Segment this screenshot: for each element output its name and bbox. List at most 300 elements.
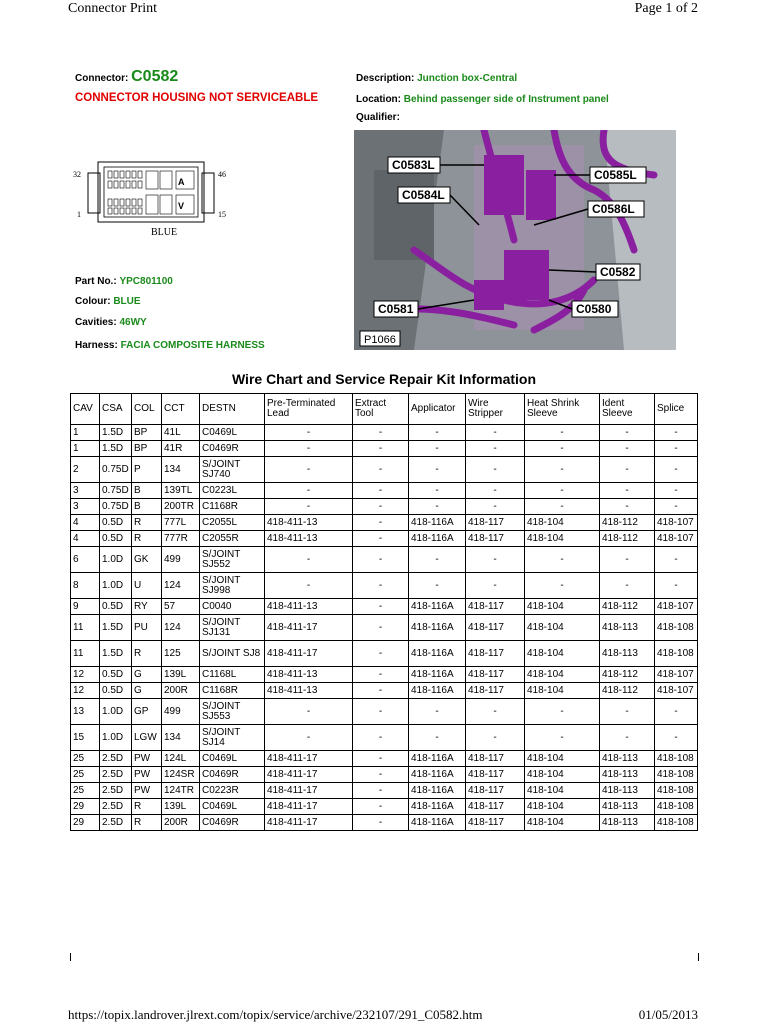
table-cell: 139L	[162, 799, 200, 815]
table-cell: -	[265, 425, 353, 441]
table-cell: 134	[162, 725, 200, 751]
table-cell: -	[466, 425, 525, 441]
column-header: Applicator	[409, 394, 466, 425]
table-cell: 4	[71, 531, 100, 547]
table-cell: -	[265, 483, 353, 499]
table-row	[71, 641, 698, 667]
table-cell: 418-117	[466, 783, 525, 799]
location	[356, 94, 609, 105]
table-cell: -	[265, 547, 353, 573]
table-cell: 418-116A	[409, 767, 466, 783]
table-cell: S/JOINT SJ740	[200, 457, 265, 483]
table-cell: 777R	[162, 531, 200, 547]
table-cell: -	[466, 483, 525, 499]
table-cell: 15	[71, 725, 100, 751]
pin-label-1: 1	[77, 210, 81, 219]
table-cell: G	[132, 667, 162, 683]
table-cell: 418-411-17	[265, 783, 353, 799]
column-header: Splice	[655, 394, 698, 425]
pin-label-46: 46	[218, 170, 226, 179]
table-cell: S/JOINT SJ8	[200, 641, 265, 667]
table-cell: B	[132, 499, 162, 515]
table-cell: -	[525, 425, 600, 441]
table-cell: 418-117	[466, 531, 525, 547]
table-cell: 1	[71, 441, 100, 457]
table-cell: -	[600, 547, 655, 573]
table-continuation	[70, 953, 699, 961]
table-cell: GK	[132, 547, 162, 573]
table-cell: PW	[132, 767, 162, 783]
table-cell: 418-116A	[409, 641, 466, 667]
table-row	[71, 683, 698, 699]
table-cell: S/JOINT SJ131	[200, 615, 265, 641]
callout-c0584l: C0584L	[402, 188, 445, 202]
table-cell: 418-411-17	[265, 751, 353, 767]
table-cell: -	[265, 441, 353, 457]
table-cell: P	[132, 457, 162, 483]
table-row	[71, 615, 698, 641]
table-cell: -	[409, 499, 466, 515]
table-cell: 6	[71, 547, 100, 573]
table-cell: -	[353, 573, 409, 599]
wire-chart-table	[70, 393, 698, 831]
table-cell: C0223R	[200, 783, 265, 799]
table-cell: 3	[71, 499, 100, 515]
table-cell: R	[132, 815, 162, 831]
table-cell: 418-116A	[409, 515, 466, 531]
table-cell: 418-104	[525, 751, 600, 767]
table-cell: -	[409, 483, 466, 499]
table-cell: 1.5D	[100, 425, 132, 441]
table-cell: 418-104	[525, 515, 600, 531]
table-cell: 139L	[162, 667, 200, 683]
table-row	[71, 815, 698, 831]
table-cell: 418-116A	[409, 615, 466, 641]
table-cell: -	[265, 573, 353, 599]
wire-chart-title: Wire Chart and Service Repair Kit Information	[231, 371, 537, 387]
table-cell: 418-117	[466, 751, 525, 767]
table-cell: LGW	[132, 725, 162, 751]
table-cell: -	[655, 547, 698, 573]
table-cell: 418-116A	[409, 815, 466, 831]
table-cell: 418-108	[655, 751, 698, 767]
table-row	[71, 783, 698, 799]
callout-c0582: C0582	[600, 265, 636, 279]
table-cell: -	[353, 641, 409, 667]
table-cell: 2.5D	[100, 799, 132, 815]
description	[356, 73, 517, 84]
table-cell: -	[655, 441, 698, 457]
table-cell: 418-104	[525, 615, 600, 641]
qualifier-label: Qualifier:	[356, 112, 400, 123]
table-cell: 1.5D	[100, 641, 132, 667]
table-cell: 124L	[162, 751, 200, 767]
cavities	[75, 317, 147, 328]
column-header: Heat Shrink Sleeve	[525, 394, 600, 425]
table-cell: -	[655, 499, 698, 515]
table-cell: -	[353, 725, 409, 751]
description-value: Junction box-Central	[417, 73, 518, 84]
table-cell: 11	[71, 641, 100, 667]
table-cell: 418-104	[525, 767, 600, 783]
table-cell: -	[353, 499, 409, 515]
table-cell: 0.5D	[100, 515, 132, 531]
table-cell: 418-104	[525, 815, 600, 831]
table-cell: 418-411-13	[265, 531, 353, 547]
table-cell: 12	[71, 667, 100, 683]
table-cell: 418-107	[655, 531, 698, 547]
table-cell: 29	[71, 799, 100, 815]
table-row	[71, 767, 698, 783]
table-cell: -	[353, 783, 409, 799]
table-cell: -	[655, 699, 698, 725]
table-cell: 418-116A	[409, 667, 466, 683]
table-cell: -	[600, 725, 655, 751]
table-cell: 418-411-13	[265, 667, 353, 683]
table-cell: R	[132, 641, 162, 667]
drawing-caption: BLUE	[151, 227, 178, 238]
table-cell: 418-104	[525, 783, 600, 799]
table-cell: 418-107	[655, 683, 698, 699]
table-cell: C0469L	[200, 751, 265, 767]
table-cell: 418-104	[525, 531, 600, 547]
housing-note: CONNECTOR HOUSING NOT SERVICEABLE	[75, 92, 319, 104]
table-cell: -	[655, 573, 698, 599]
table-cell: -	[353, 683, 409, 699]
table-cell: 418-116A	[409, 783, 466, 799]
footer-url: https://topix.landrover.jlrext.com/topix/service/archive/232107/291_C0582.htm	[68, 1007, 483, 1022]
table-cell: 499	[162, 547, 200, 573]
callout-c0583l: C0583L	[392, 158, 435, 172]
cavities-label: Cavities:	[75, 317, 117, 328]
table-cell: C0469L	[200, 425, 265, 441]
table-cell: -	[409, 441, 466, 457]
location-photo	[354, 130, 676, 350]
table-row	[71, 667, 698, 683]
table-cell: PW	[132, 783, 162, 799]
table-cell: C0040	[200, 599, 265, 615]
table-cell: -	[525, 499, 600, 515]
table-cell: -	[265, 457, 353, 483]
colour-label: Colour:	[75, 296, 111, 307]
part-number-value: YPC801100	[119, 276, 173, 287]
table-row	[71, 499, 698, 515]
table-row	[71, 699, 698, 725]
table-row	[71, 457, 698, 483]
harness	[75, 340, 265, 351]
table-cell: -	[353, 457, 409, 483]
table-cell: 11	[71, 615, 100, 641]
table-cell: -	[525, 457, 600, 483]
table-cell: S/JOINT SJ998	[200, 573, 265, 599]
table-cell: -	[600, 425, 655, 441]
location-label: Location:	[356, 94, 401, 105]
table-cell: 4	[71, 515, 100, 531]
table-cell: 418-104	[525, 799, 600, 815]
callout-c0586l: C0586L	[592, 202, 635, 216]
table-cell: -	[353, 483, 409, 499]
table-cell: 418-112	[600, 667, 655, 683]
table-cell: -	[353, 441, 409, 457]
table-cell: -	[655, 457, 698, 483]
table-cell: -	[409, 547, 466, 573]
table-cell: -	[525, 483, 600, 499]
table-cell: -	[466, 547, 525, 573]
table-cell: 0.5D	[100, 683, 132, 699]
table-cell: -	[353, 547, 409, 573]
table-cell: 418-107	[655, 667, 698, 683]
table-cell: -	[600, 499, 655, 515]
column-header: CCT	[162, 394, 200, 425]
table-cell: C0469R	[200, 815, 265, 831]
table-cell: 418-112	[600, 515, 655, 531]
table-cell: -	[525, 725, 600, 751]
table-cell: -	[655, 425, 698, 441]
table-cell: 418-411-17	[265, 767, 353, 783]
table-cell: -	[466, 441, 525, 457]
column-header: COL	[132, 394, 162, 425]
table-cell: -	[600, 457, 655, 483]
table-row	[71, 425, 698, 441]
table-cell: C1168R	[200, 683, 265, 699]
table-cell: 418-117	[466, 515, 525, 531]
connector-code: C0582	[131, 68, 179, 85]
table-cell: 418-411-17	[265, 799, 353, 815]
table-row	[71, 751, 698, 767]
table-cell: 0.5D	[100, 667, 132, 683]
table-cell: 418-112	[600, 599, 655, 615]
table-cell: 418-117	[466, 767, 525, 783]
table-cell: G	[132, 683, 162, 699]
table-cell: 2.5D	[100, 767, 132, 783]
table-cell: 25	[71, 751, 100, 767]
harness-value: FACIA COMPOSITE HARNESS	[120, 340, 265, 351]
description-label: Description:	[356, 73, 415, 84]
table-header-row	[71, 394, 698, 425]
table-cell: 1.0D	[100, 547, 132, 573]
table-row	[71, 573, 698, 599]
table-cell: B	[132, 483, 162, 499]
column-header: Pre-Terminated Lead	[265, 394, 353, 425]
table-cell: -	[655, 483, 698, 499]
table-cell: 418-116A	[409, 683, 466, 699]
part-number-label: Part No.:	[75, 276, 117, 287]
table-cell: 124TR	[162, 783, 200, 799]
table-cell: -	[525, 441, 600, 457]
table-cell: PW	[132, 751, 162, 767]
table-cell: 418-104	[525, 667, 600, 683]
table-cell: 25	[71, 783, 100, 799]
table-cell: 418-411-13	[265, 599, 353, 615]
table-cell: 2	[71, 457, 100, 483]
table-cell: C1168R	[200, 499, 265, 515]
colour	[75, 296, 141, 307]
table-row	[71, 483, 698, 499]
table-cell: -	[353, 815, 409, 831]
table-cell: 418-108	[655, 615, 698, 641]
table-cell: C1168L	[200, 667, 265, 683]
connector-heading	[75, 68, 178, 86]
table-cell: -	[353, 515, 409, 531]
table-cell: 2.5D	[100, 783, 132, 799]
table-cell: 418-104	[525, 683, 600, 699]
table-cell: 2.5D	[100, 815, 132, 831]
table-cell: 418-108	[655, 783, 698, 799]
table-cell: 418-113	[600, 751, 655, 767]
table-cell: -	[409, 425, 466, 441]
table-cell: 2.5D	[100, 751, 132, 767]
table-cell: 418-411-17	[265, 815, 353, 831]
table-cell: 0.5D	[100, 531, 132, 547]
colour-value: BLUE	[113, 296, 141, 307]
table-cell: 418-116A	[409, 599, 466, 615]
footer-date: 01/05/2013	[638, 1007, 698, 1022]
table-cell: -	[466, 457, 525, 483]
table-cell: -	[353, 699, 409, 725]
table-cell: 418-107	[655, 515, 698, 531]
table-cell: 25	[71, 767, 100, 783]
table-cell: 124SR	[162, 767, 200, 783]
table-cell: 418-104	[525, 641, 600, 667]
table-cell: 200R	[162, 683, 200, 699]
table-cell: 0.75D	[100, 499, 132, 515]
table-cell: 0.75D	[100, 457, 132, 483]
qualifier	[356, 112, 400, 123]
table-row	[71, 547, 698, 573]
table-cell: PU	[132, 615, 162, 641]
photo-ref: P1066	[364, 334, 396, 346]
table-cell: 418-411-17	[265, 615, 353, 641]
table-cell: 1.0D	[100, 699, 132, 725]
table-cell: U	[132, 573, 162, 599]
table-cell: -	[353, 425, 409, 441]
table-cell: S/JOINT SJ14	[200, 725, 265, 751]
table-cell: -	[466, 573, 525, 599]
table-cell: 124	[162, 615, 200, 641]
table-cell: 418-117	[466, 667, 525, 683]
table-cell: RY	[132, 599, 162, 615]
table-cell: 418-116A	[409, 751, 466, 767]
table-cell: 29	[71, 815, 100, 831]
table-cell: 0.75D	[100, 483, 132, 499]
table-cell: 418-411-17	[265, 641, 353, 667]
column-header: Extract Tool	[353, 394, 409, 425]
table-cell: 134	[162, 457, 200, 483]
harness-label: Harness:	[75, 340, 118, 351]
table-cell: -	[525, 573, 600, 599]
location-value: Behind passenger side of Instrument panel	[403, 94, 609, 105]
table-cell: 200R	[162, 815, 200, 831]
table-cell: -	[466, 699, 525, 725]
column-header: CSA	[100, 394, 132, 425]
table-cell: 418-117	[466, 815, 525, 831]
table-cell: 777L	[162, 515, 200, 531]
table-cell: 418-113	[600, 783, 655, 799]
table-cell: 200TR	[162, 499, 200, 515]
table-cell: 0.5D	[100, 599, 132, 615]
table-cell: -	[600, 699, 655, 725]
page-header-title: Connector Print	[68, 1, 158, 16]
table-cell: 418-104	[525, 599, 600, 615]
table-cell: R	[132, 515, 162, 531]
table-cell: 418-108	[655, 815, 698, 831]
pin-label-32: 32	[73, 170, 81, 179]
table-cell: C2055R	[200, 531, 265, 547]
svg-text:V: V	[178, 201, 185, 211]
table-cell: 9	[71, 599, 100, 615]
table-cell: 418-116A	[409, 531, 466, 547]
table-cell: 418-113	[600, 799, 655, 815]
table-cell: -	[353, 615, 409, 641]
table-cell: R	[132, 531, 162, 547]
table-cell: C0223L	[200, 483, 265, 499]
page-number: Page 1 of 2	[634, 1, 698, 16]
table-row	[71, 531, 698, 547]
table-cell: -	[466, 725, 525, 751]
table-cell: -	[353, 667, 409, 683]
table-row	[71, 515, 698, 531]
table-cell: 1	[71, 425, 100, 441]
table-cell: -	[600, 573, 655, 599]
table-cell: 499	[162, 699, 200, 725]
part-number	[75, 276, 173, 287]
table-cell: 418-113	[600, 767, 655, 783]
table-cell: 418-411-13	[265, 515, 353, 531]
table-cell: 124	[162, 573, 200, 599]
table-cell: 1.5D	[100, 441, 132, 457]
table-cell: -	[525, 547, 600, 573]
table-cell: 41L	[162, 425, 200, 441]
table-cell: 418-113	[600, 615, 655, 641]
table-cell: -	[655, 725, 698, 751]
table-cell: 418-411-13	[265, 683, 353, 699]
table-cell: -	[265, 725, 353, 751]
table-cell: -	[353, 531, 409, 547]
table-cell: -	[409, 573, 466, 599]
callout-c0581: C0581	[378, 302, 414, 316]
connector-face-drawing	[68, 155, 238, 245]
table-cell: 418-108	[655, 767, 698, 783]
table-cell: 418-117	[466, 599, 525, 615]
table-cell: 418-116A	[409, 799, 466, 815]
table-cell: -	[525, 699, 600, 725]
table-cell: -	[265, 699, 353, 725]
connector-label: Connector:	[75, 73, 129, 84]
table-row	[71, 799, 698, 815]
cavities-value: 46WY	[119, 317, 147, 328]
table-cell: 1.0D	[100, 725, 132, 751]
table-cell: 418-108	[655, 641, 698, 667]
table-cell: 418-112	[600, 683, 655, 699]
table-cell: 41R	[162, 441, 200, 457]
table-cell: 57	[162, 599, 200, 615]
pin-label-15: 15	[218, 210, 226, 219]
table-cell: 418-117	[466, 615, 525, 641]
callout-c0585l: C0585L	[594, 168, 637, 182]
table-cell: 418-107	[655, 599, 698, 615]
table-cell: 8	[71, 573, 100, 599]
table-cell: -	[466, 499, 525, 515]
column-header: Wire Stripper	[466, 394, 525, 425]
table-cell: -	[409, 457, 466, 483]
table-cell: S/JOINT SJ552	[200, 547, 265, 573]
table-cell: 13	[71, 699, 100, 725]
column-header: Ident Sleeve	[600, 394, 655, 425]
table-cell: 418-108	[655, 799, 698, 815]
table-cell: 125	[162, 641, 200, 667]
table-cell: -	[409, 699, 466, 725]
table-cell: -	[353, 751, 409, 767]
